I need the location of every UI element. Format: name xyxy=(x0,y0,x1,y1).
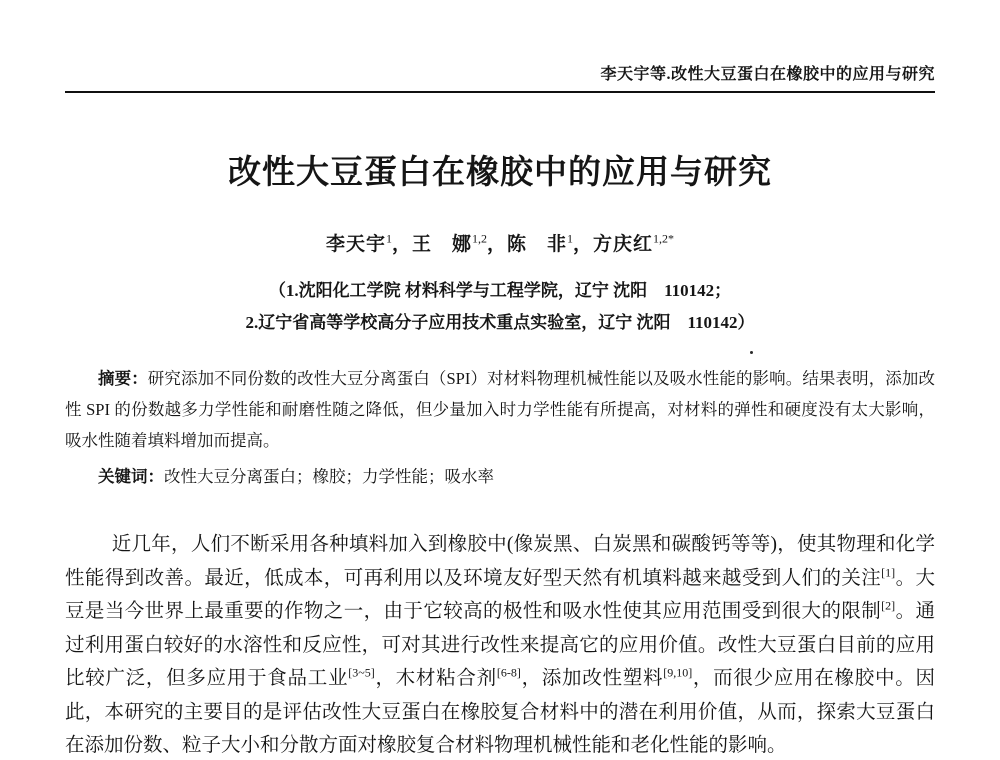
header-rule xyxy=(65,91,935,93)
keywords-text: 改性大豆分离蛋白；橡胶；力学性能；吸水率 xyxy=(164,467,494,486)
citation-ref: [2] xyxy=(881,598,896,613)
body-segment: ，而很少应用在橡胶中。因此，本研究的主要目的是评估改性大豆蛋白在橡胶复合材料中的潜在利用价值，从而，探索大豆蛋白在添加份数、粒子大小和分散方面对橡胶复合材料物理机械性能和老化性能的影响。 xyxy=(65,668,935,756)
author-name xyxy=(507,231,574,255)
running-head: 李天宇等.改性大豆蛋白在橡胶中的应用与研究 xyxy=(600,66,935,83)
author-affil-superscript: 1,2* xyxy=(653,231,675,246)
author-name xyxy=(325,231,392,255)
body-segment: ，添加改性塑料 xyxy=(520,668,664,689)
abstract-label: 摘要： xyxy=(98,369,148,388)
body-segment: 。通过利用蛋白较好的水溶性和反应性，可对其进行改性来提高它的应用价值。改性大豆蛋白目前的应用比较广泛，但多应用于食品工业 xyxy=(65,601,935,689)
abstract-text: 研究添加不同份数的改性大豆分离蛋白（SPI）对材料物理机械性能以及吸水性能的影响。结果表明，添加改性 SPI 的份数越多力学性能和耐磨性随之降低，但少量加入时力学性能有所提高，对材料的弹性和硬度没有太大影响，吸水性随着填料增加而提高。 xyxy=(65,369,936,450)
body-segment: 近几年，人们不断采用各种填料加入到橡胶中(像炭黑、白炭黑和碳酸钙等等)，使其物理和化学性能得到改善。最近，低成本，可再利用以及环境友好型天然有机填料越来越受到人们的关注 xyxy=(65,534,935,589)
author-name-text: 李天宇 xyxy=(325,234,386,255)
author-affil-superscript: 1 xyxy=(567,231,574,246)
author-name-text: 陈 非 xyxy=(507,234,568,255)
scan-artifact-dot xyxy=(750,351,753,354)
body-segment: 。大豆是当今世界上最重要的作物之一，由于它较高的极性和吸水性使其应用范围受到很大的限制 xyxy=(65,567,935,622)
author-name xyxy=(411,231,487,255)
citation-ref: [1] xyxy=(881,565,896,579)
citation-ref: [6-8] xyxy=(496,665,521,680)
author-affil-superscript: 1 xyxy=(385,231,392,246)
affiliations xyxy=(65,275,935,339)
keywords-label: 关键词： xyxy=(98,467,164,486)
author-separator: ， xyxy=(486,234,507,255)
author-name-text: 王 娜 xyxy=(411,234,472,255)
author-affil-superscript: 1,2 xyxy=(471,231,487,246)
abstract-paragraph xyxy=(65,363,935,456)
affiliation-line-2: 2.辽宁省高等学校高分子应用技术重点实验室，辽宁 沈阳 110142） xyxy=(245,313,755,332)
author-name xyxy=(593,231,675,255)
citation-ref: [3~5] xyxy=(348,665,375,680)
intro-paragraph xyxy=(65,528,935,760)
paper-title: 改性大豆蛋白在橡胶中的应用与研究 xyxy=(228,153,772,190)
page-content xyxy=(0,64,1000,760)
author-separator: ， xyxy=(391,234,412,255)
affiliation-line-1: （1.沈阳化工学院 材料科学与工程学院，辽宁 沈阳 110142； xyxy=(268,281,732,300)
author-name-text: 方庆红 xyxy=(593,234,654,255)
author-separator: ， xyxy=(573,234,594,255)
citation-ref: [9,10] xyxy=(663,665,693,680)
keywords-line xyxy=(65,461,935,492)
body-segment: ，木材粘合剂 xyxy=(374,668,497,689)
authors-line xyxy=(65,231,935,259)
